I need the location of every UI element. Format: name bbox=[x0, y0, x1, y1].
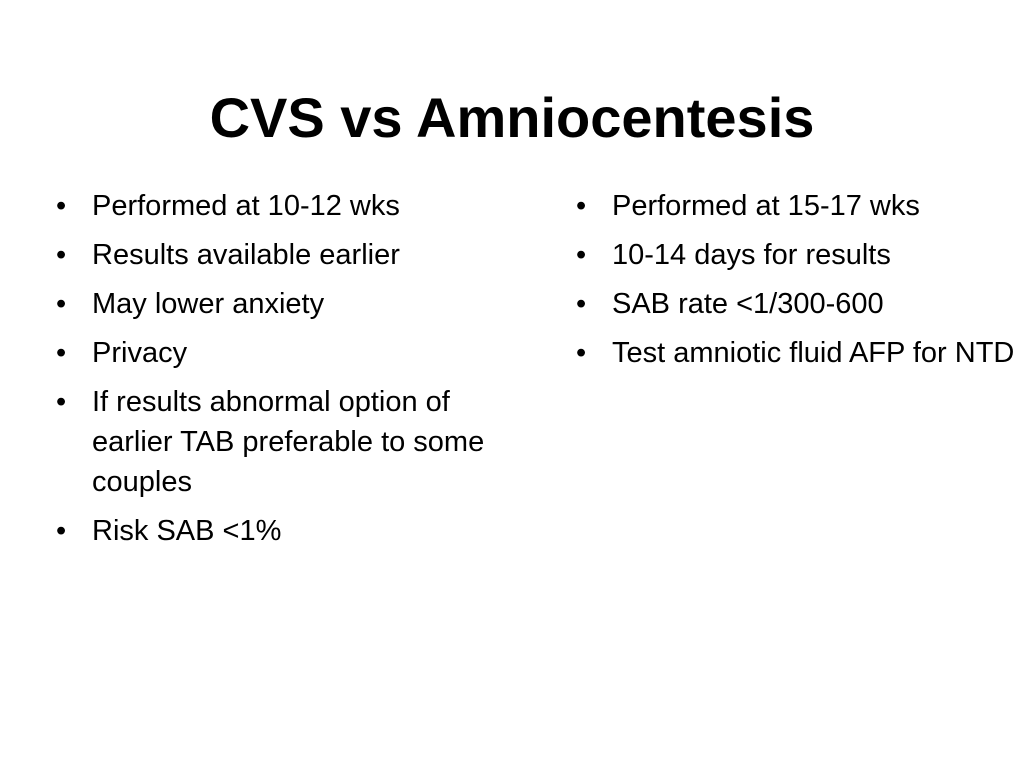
bullet-icon: • bbox=[56, 239, 67, 271]
bullet-icon: • bbox=[56, 288, 67, 320]
bullet-text: Risk SAB <1% bbox=[92, 515, 282, 547]
bullet-item bbox=[576, 333, 1016, 373]
bullet-text: SAB rate <1/300-600 bbox=[612, 288, 884, 320]
bullet-icon: • bbox=[56, 337, 67, 369]
bullet-item bbox=[576, 186, 1016, 226]
bullet-icon: • bbox=[576, 239, 587, 271]
cvs-bullet-list bbox=[56, 186, 496, 560]
slide-title: CVS vs Amniocentesis bbox=[209, 86, 815, 149]
bullet-text: Performed at 10-12 wks bbox=[92, 190, 400, 222]
bullet-item bbox=[56, 235, 496, 275]
bullet-icon: • bbox=[56, 515, 67, 547]
bullet-icon: • bbox=[576, 190, 587, 222]
bullet-icon: • bbox=[576, 337, 587, 369]
bullet-item bbox=[56, 186, 496, 226]
bullet-icon: • bbox=[576, 288, 587, 320]
bullet-icon: • bbox=[56, 386, 67, 418]
bullet-text: May lower anxiety bbox=[92, 288, 325, 320]
bullet-item bbox=[576, 284, 1016, 324]
bullet-text: Test amniotic fluid AFP for NTD bbox=[612, 337, 1015, 369]
bullet-text: Privacy bbox=[92, 337, 188, 369]
bullet-text: Results available earlier bbox=[92, 239, 400, 271]
bullet-item bbox=[56, 511, 496, 551]
amniocentesis-bullet-list bbox=[576, 186, 1016, 382]
bullet-text: If results abnormal option of earlier TAB preferable to some couples bbox=[92, 386, 485, 498]
bullet-item bbox=[576, 235, 1016, 275]
bullet-item bbox=[56, 382, 496, 502]
bullet-text: Performed at 15-17 wks bbox=[612, 190, 920, 222]
bullet-item bbox=[56, 333, 496, 373]
bullet-text: 10-14 days for results bbox=[612, 239, 891, 271]
bullet-item bbox=[56, 284, 496, 324]
bullet-icon: • bbox=[56, 190, 67, 222]
